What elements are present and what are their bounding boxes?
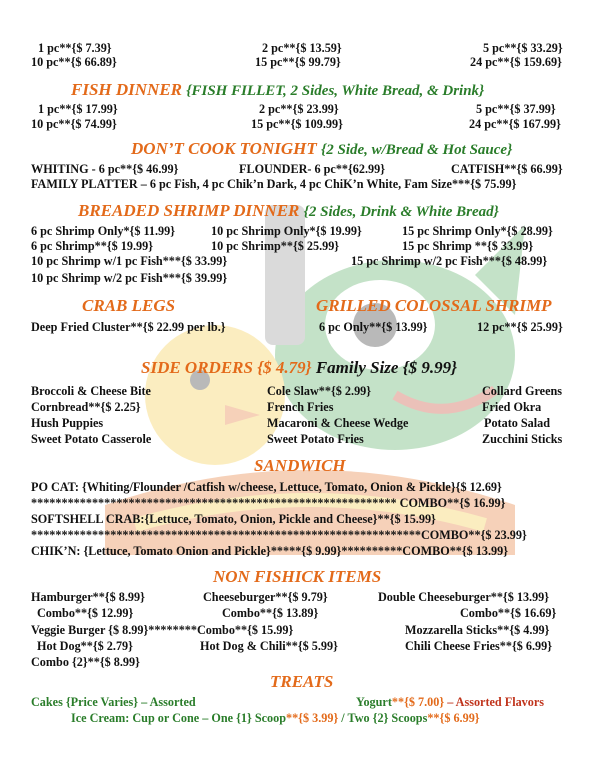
hot-dog-chili: Hot Dog & Chili**{$ 5.99}: [200, 639, 338, 653]
dinner-15pc: 15 pc**{$ 109.99}: [251, 117, 343, 131]
shrimp-10-only: 10 pc Shrimp Only*{$ 19.99}: [211, 224, 362, 238]
side-item: French Fries: [267, 400, 334, 414]
catfish-platter: CATFISH**{$ 66.99}: [451, 162, 563, 176]
ice-cream: Ice Cream: Cup or Cone – One {1} Scoop**{$ 3.99} / Two {2} Scoops**{$ 6.99}: [71, 711, 480, 725]
dinner-24pc: 24 pc**{$ 167.99}: [469, 117, 561, 131]
grilled-12pc: 12 pc**{$ 25.99}: [477, 320, 563, 334]
side-item: Macaroni & Cheese Wedge: [267, 416, 409, 430]
cakes: Cakes {Price Varies} – Assorted: [31, 695, 196, 709]
dinner-5pc: 5 pc**{$ 37.99}: [476, 102, 556, 116]
softshell-crab: SOFTSHELL CRAB:{Lettuce, Tomato, Onion, Pickle and Cheese}**{$ 15.99}: [31, 512, 436, 526]
sandwich-heading: SANDWICH: [254, 456, 346, 475]
platter-24pc: 24 pc**{$ 159.69}: [470, 55, 562, 69]
shrimp-10-fish1: 10 pc Shrimp w/1 pc Fish***{$ 33.99}: [31, 254, 228, 268]
shrimp-15-fish2: 15 pc Shrimp w/2 pc Fish***{$ 48.99}: [351, 254, 548, 268]
crab-legs-heading: CRAB LEGS: [82, 296, 176, 315]
cheeseburger-combo: Combo**{$ 13.89}: [222, 606, 319, 620]
platter-5pc: 5 pc**{$ 33.29}: [483, 41, 563, 55]
shrimp-6-dinner: 6 pc Shrimp**{$ 19.99}: [31, 239, 154, 253]
grilled-shrimp-heading: GRILLED COLOSSAL SHRIMP: [316, 296, 552, 315]
shrimp-10-fish2: 10 pc Shrimp w/2 pc Fish***{$ 39.99}: [31, 271, 228, 285]
shrimp-10-dinner: 10 pc Shrimp**{$ 25.99}: [211, 239, 340, 253]
chikn-sandwich: CHIK’N: {Lettuce, Tomato Onion and Pickle}*****{$ 9.99}**********COMBO**{$ 13.99}: [31, 544, 509, 558]
hamburger: Hamburger**{$ 8.99}: [31, 590, 145, 604]
crab-cluster: Deep Fried Cluster**{$ 22.99 per lb.}: [31, 320, 226, 334]
side-item: Sweet Potato Casserole: [31, 432, 152, 446]
shrimp-15-dinner: 15 pc Shrimp **{$ 33.99}: [402, 239, 534, 253]
grilled-6pc: 6 pc Only**{$ 13.99}: [319, 320, 428, 334]
side-item: Fried Okra: [482, 400, 542, 414]
cheeseburger: Cheeseburger**{$ 9.79}: [203, 590, 328, 604]
side-item: Cornbread**{$ 2.25}: [31, 400, 141, 414]
shrimp-6-only: 6 pc Shrimp Only*{$ 11.99}: [31, 224, 176, 238]
dont-cook-heading: DON’T COOK TONIGHT {2 Side, w/Bread & Hot Sauce}: [131, 139, 513, 158]
side-item: Sweet Potato Fries: [267, 432, 364, 446]
veggie-burger: Veggie Burger {$ 8.99}********Combo**{$ 15.99}: [31, 623, 294, 637]
hot-dog: Hot Dog**{$ 2.79}: [37, 639, 133, 653]
platter-15pc: 15 pc**{$ 99.79}: [255, 55, 341, 69]
double-combo: Combo**{$ 16.69}: [460, 606, 557, 620]
side-item: Collard Greens: [482, 384, 563, 398]
softshell-combo: ****************************************************************COMBO**{$ 23.99}: [31, 528, 527, 542]
dinner-10pc: 10 pc**{$ 74.99}: [31, 117, 117, 131]
shrimp-dinner-heading: BREADED SHRIMP DINNER {2 Sides, Drink & White Bread}: [78, 201, 499, 220]
side-item: Potato Salad: [484, 416, 551, 430]
whiting-platter: WHITING - 6 pc**{$ 46.99}: [31, 162, 179, 176]
combo-2: Combo {2}**{$ 8.99}: [31, 655, 140, 669]
side-item: Hush Puppies: [31, 416, 104, 430]
mozzarella-sticks: Mozzarella Sticks**{$ 4.99}: [405, 623, 550, 637]
double-cheeseburger: Double Cheeseburger**{$ 13.99}: [378, 590, 550, 604]
dinner-2pc: 2 pc**{$ 23.99}: [259, 102, 339, 116]
fish-dinner-heading: FISH DINNER {FISH FILLET, 2 Sides, White Bread, & Drink}: [71, 80, 485, 99]
yogurt: Yogurt**{$ 7.00} – Assorted Flavors: [356, 695, 545, 709]
po-cat: PO CAT: {Whiting/Flounder /Catfish w/cheese, Lettuce, Tomato, Onion & Pickle}{$ 12.69}: [31, 480, 502, 494]
hamburger-combo: Combo**{$ 12.99}: [37, 606, 134, 620]
non-fishick-heading: NON FISHICK ITEMS: [213, 567, 382, 586]
flounder-platter: FLOUNDER- 6 pc**{62.99}: [239, 162, 386, 176]
treats-heading: TREATS: [270, 672, 334, 691]
family-platter: FAMILY PLATTER – 6 pc Fish, 4 pc Chik’n Dark, 4 pc ChiK’n White, Fam Size***{$ 75.99}: [31, 177, 517, 191]
platter-1pc: 1 pc**{$ 7.39}: [38, 41, 112, 55]
platter-10pc: 10 pc**{$ 66.89}: [31, 55, 117, 69]
platter-2pc: 2 pc**{$ 13.59}: [262, 41, 342, 55]
side-item: Cole Slaw**{$ 2.99}: [267, 384, 372, 398]
side-orders-heading: SIDE ORDERS {$ 4.79} Family Size {$ 9.99}: [141, 358, 458, 377]
side-item: Broccoli & Cheese Bite: [31, 384, 151, 398]
po-cat-combo: ************************************************************ COMBO**{$ 16.99}: [31, 496, 506, 510]
chili-cheese-fries: Chili Cheese Fries**{$ 6.99}: [405, 639, 553, 653]
side-item: Zucchini Sticks: [482, 432, 563, 446]
dinner-1pc: 1 pc**{$ 17.99}: [38, 102, 118, 116]
shrimp-15-only: 15 pc Shrimp Only*{$ 28.99}: [402, 224, 553, 238]
